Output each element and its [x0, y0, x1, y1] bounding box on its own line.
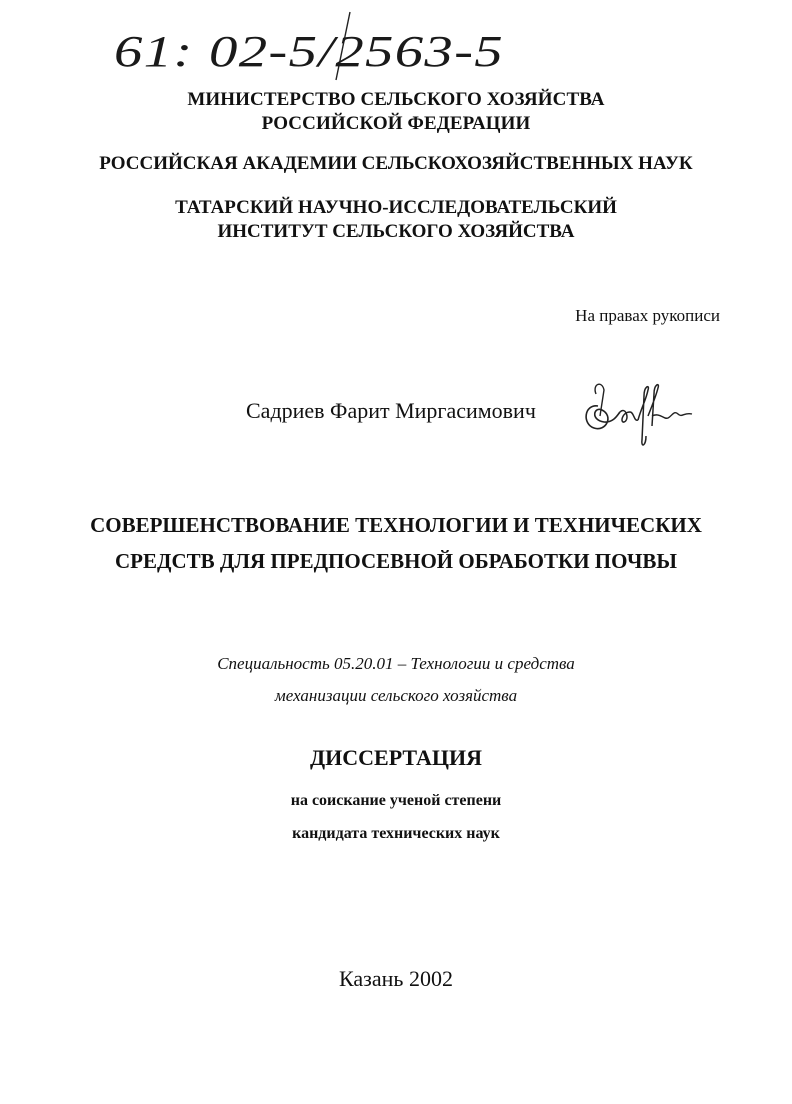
institute-line-1: ТАТАРСКИЙ НАУЧНО-ИССЛЕДОВАТЕЛЬСКИЙ [175, 197, 617, 218]
degree-text [0, 784, 792, 850]
degree-line-1: на соискание ученой степени [290, 792, 502, 809]
document-type: ДИССЕРТАЦИЯ [310, 745, 482, 770]
author-signature [580, 376, 696, 452]
ministry-heading [0, 88, 792, 136]
archive-code-text: 61: 02-5/2563-5 [114, 27, 504, 76]
institute-heading [0, 196, 792, 244]
specialty-line-1: Специальность 05.20.01 – Технологии и средства [217, 654, 575, 673]
ministry-line-1: МИНИСТЕРСТВО СЕЛЬСКОГО ХОЗЯЙСТВА [187, 89, 605, 110]
degree-line-2: кандидата технических наук [292, 825, 500, 842]
author-name: Садриев Фарит Миргасимович [246, 398, 536, 423]
ministry-line-2: РОССИЙСКОЙ ФЕДЕРАЦИИ [261, 113, 531, 134]
title-line-1: СОВЕРШЕНСТВОВАНИЕ ТЕХНОЛОГИИ И ТЕХНИЧЕСКИХ [90, 513, 702, 537]
city-year: Казань 2002 [339, 966, 453, 991]
dissertation-title [0, 507, 792, 579]
handwritten-archive-code [100, 10, 520, 82]
academy-heading: РОССИЙСКАЯ АКАДЕМИИ СЕЛЬСКОХОЗЯЙСТВЕННЫХ НАУК [99, 153, 693, 174]
specialty-line-2: механизации сельского хозяйства [274, 686, 518, 705]
specialty-text [0, 648, 792, 712]
institute-line-2: ИНСТИТУТ СЕЛЬСКОГО ХОЗЯЙСТВА [217, 221, 575, 242]
title-line-2: СРЕДСТВ ДЛЯ ПРЕДПОСЕВНОЙ ОБРАБОТКИ ПОЧВЫ [115, 549, 677, 573]
manuscript-note: На правах рукописи [575, 306, 720, 325]
